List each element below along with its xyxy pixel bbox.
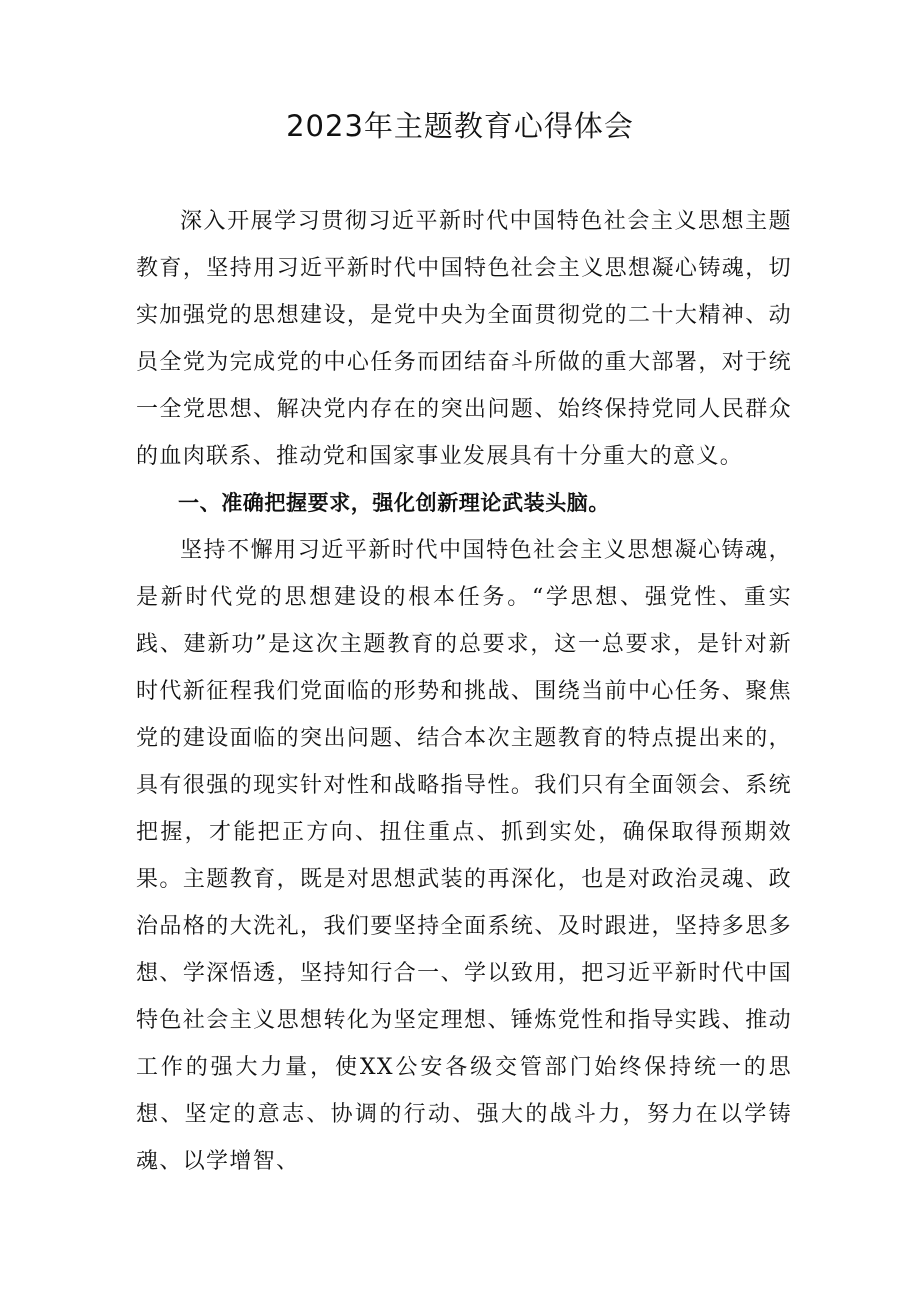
section-heading: 一、准确把握要求，强化创新理论武装头脑。 xyxy=(178,491,610,515)
document-body xyxy=(136,198,792,1185)
document-title: 2023年主题教育心得体会 xyxy=(286,109,634,143)
section-paragraph: 坚持不懈用习近平新时代中国特色社会主义思想凝心铸魂，是新时代党的思想建设的根本任务。“学思想、强党性、重实践、建新功”是这次主题教育的总要求，这一总要求，是针对新时代新征程我们党面临的形势和挑战、围绕当前中心任务、聚焦党的建设面临的突出问题、结合本次主题教育的特点提出来的，具有很强的现实针对性和战略指导性。我们只有全面领会、系统把握，才能把正方向、扭住重点、抓到实处，确保取得预期效果。主题教育，既是对思想武装的再深化，也是对政治灵魂、政治品格的大洗礼，我们要坚持全面系统、及时跟进，坚持多思多想、学深悟透，坚持知行合一、学以致用，把习近平新时代中国特色社会主义思想转化为坚定理想、锤炼党性和指导实践、推动工作的强大力量，使XX公安各级交管部门始终保持统一的思想、坚定的意志、协调的行动、强大的战斗力，努力在以学铸魂、以学增智、 xyxy=(136,538,792,1174)
intro-paragraph: 深入开展学习贯彻习近平新时代中国特色社会主义思想主题教育，坚持用习近平新时代中国特色社会主义思想凝心铸魂，切实加强党的思想建设，是党中央为全面贯彻党的二十大精神、动员全党为完成党的中心任务而团结奋斗所做的重大部署，对于统一全党思想、解决党内存在的突出问题、始终保持党同人民群众的血肉联系、推动党和国家事业发展具有十分重大的意义。 xyxy=(136,209,792,469)
